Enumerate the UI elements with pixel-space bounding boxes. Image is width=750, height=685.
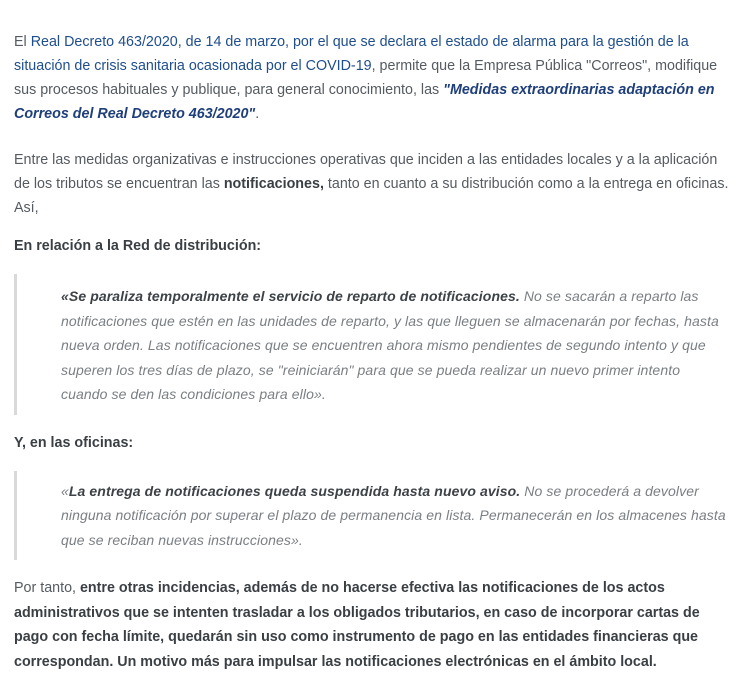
distribution-quote-text: No se sacarán a reparto las notificaciones que estén en las unidades de reparto, y las que lleguen se almacenarán por fechas, hasta nueva orden. Las notificaciones que se encuentren ahora mismo pendientes de segundo intento y que superen los tres días de plazo, se "reiniciarán" para que se pueda realizar un nuevo primer intento cuando se den las condiciones para ello». <box>61 288 719 402</box>
conclusion-lead: Por tanto, <box>14 580 80 596</box>
intro-text-3: . <box>255 106 260 122</box>
offices-quote-text: No se procederá a devolver ninguna notificación por superar el plazo de permanencia en lista. Permanecerán en los almacenes hasta que se reciban nuevas instrucciones». <box>61 482 726 548</box>
notificaciones-bold: notificaciones, <box>223 176 324 192</box>
measures-text: Entre las medidas organizativas e instrucciones operativas que inciden a las entidades locales y a la aplicación de los tributos se encuentran las <box>14 152 718 192</box>
conclusion-paragraph <box>14 576 736 674</box>
offices-quote <box>14 471 736 561</box>
medidas-extraordinarias-link[interactable]: "Medidas extraordinarias adaptación en Correos del Real Decreto 463/2020" <box>14 82 715 122</box>
offices-quote-bold: La entrega de notificaciones queda suspendida hasta nuevo aviso. <box>68 482 521 499</box>
distribution-quote-bold: «Se paraliza temporalmente el servicio de reparto de notificaciones. <box>61 288 520 304</box>
real-decreto-link[interactable]: Real Decreto 463/2020, de 14 de marzo, por el que se declara el estado de alarma para la gestión de la situación de crisis sanitaria ocasionada por el COVID-19 <box>14 34 689 74</box>
intro-paragraph <box>14 30 736 126</box>
conclusion-bold: entre otras incidencias, además de no hacerse efectiva las notificaciones de los actos administrativos que se intenten trasladar a los obligados tributarios, en caso de incorporar cartas de pago con fecha límite, quedarán sin uso como instrumento de pago en las entidades financieras que correspondan. Un motivo más para impulsar las notificaciones electrónicas en el ámbito local. <box>14 580 700 670</box>
offices-quote-open: « <box>61 482 69 499</box>
distribution-heading: En relación a la Red de distribución: <box>14 238 262 254</box>
measures-paragraph <box>14 148 736 220</box>
intro-text-2: , permite que la Empresa Pública "Correos", modifique sus procesos habituales y publique, para general conocimiento, las <box>14 58 718 98</box>
intro-text: El <box>14 34 31 50</box>
measures-text-2: tanto en cuanto a su distribución como a la entrega en oficinas. Así, <box>14 176 729 216</box>
offices-heading: Y, en las oficinas: <box>14 434 134 451</box>
distribution-quote <box>14 274 736 415</box>
